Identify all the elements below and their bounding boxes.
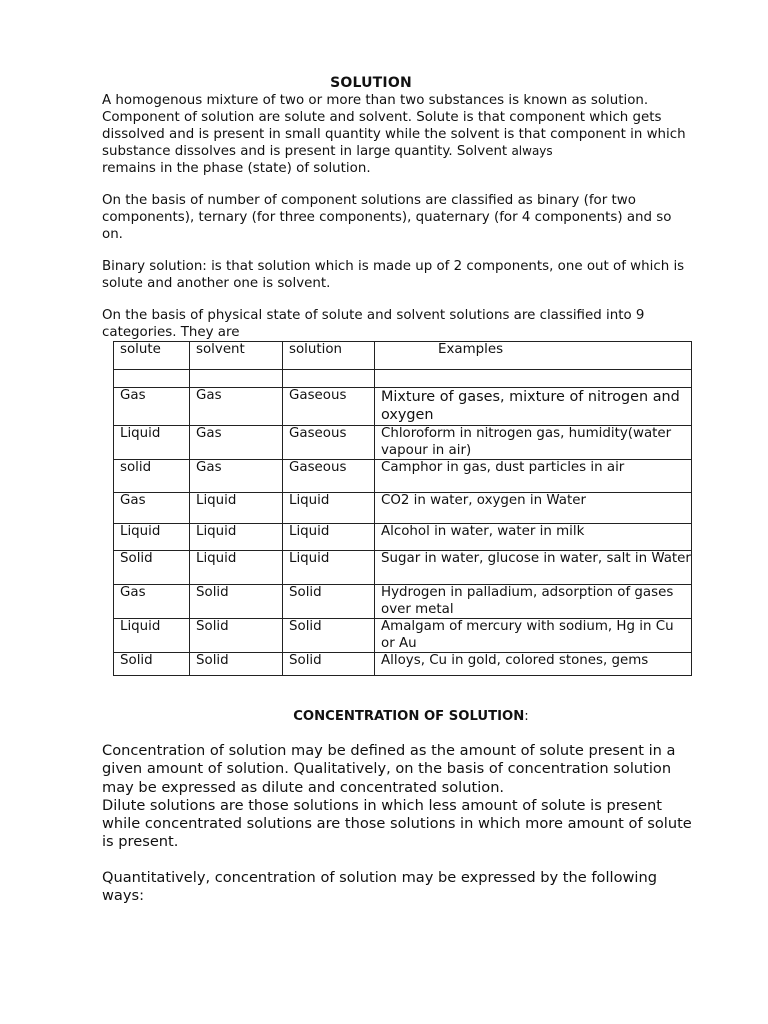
table-row bbox=[114, 551, 692, 585]
cell-solution: Gaseous bbox=[283, 460, 375, 493]
physical-state-paragraph: On the basis of physical state of solute and solvent solutions are classified into 9 categories. They are bbox=[102, 308, 645, 340]
concentration-definition bbox=[102, 742, 702, 852]
cell-solute: Liquid bbox=[114, 524, 190, 551]
cell-solute: Gas bbox=[114, 585, 190, 619]
intro-paragraph bbox=[102, 93, 692, 178]
binary-paragraph: Binary solution: is that solution which is made up of 2 components, one out of which is solute and another one is solvent. bbox=[102, 259, 685, 291]
table-row bbox=[114, 426, 692, 460]
table-row bbox=[114, 493, 692, 524]
cell-solute: Liquid bbox=[114, 619, 190, 653]
intro-text: A homogenous mixture of two or more than two substances is known as solution. Component of solution are solute and solvent. Solute is that component which gets dissolved and is present in small quantity while the solvent is that component in which substance dissolves and is present in large quantity. Solvent bbox=[102, 93, 686, 160]
cell-solvent: Liquid bbox=[190, 493, 283, 524]
cell-example: Alcohol in water, water in milk bbox=[375, 524, 692, 551]
cell-solvent: Gas bbox=[190, 460, 283, 493]
cell-example: Mixture of gases, mixture of nitrogen and oxygen bbox=[375, 388, 692, 426]
cell-solvent: Solid bbox=[190, 619, 283, 653]
concentration-heading bbox=[0, 709, 768, 724]
cell-solute: Solid bbox=[114, 653, 190, 676]
cell-solute: Solid bbox=[114, 551, 190, 585]
cell-example: Sugar in water, glucose in water, salt in Water bbox=[375, 551, 692, 585]
table-header-row bbox=[114, 342, 692, 370]
table-row bbox=[114, 524, 692, 551]
intro-always-word: always bbox=[511, 144, 553, 159]
cell-example: Hydrogen in palladium, adsorption of gases over metal bbox=[375, 585, 692, 619]
header-examples: Examples bbox=[375, 342, 692, 370]
cell-solution: Liquid bbox=[283, 493, 375, 524]
header-solution: solution bbox=[283, 342, 375, 370]
table-row bbox=[114, 585, 692, 619]
concentration-text-a: Concentration of solution may be defined as the amount of solute present in a given amount of solution. Qualitatively, on the basis of concentration solution may be expressed as dilute and concentrated solution. bbox=[102, 742, 676, 796]
concentration-heading-colon: : bbox=[524, 709, 529, 724]
cell-solvent: Gas bbox=[190, 388, 283, 426]
cell-solute: Gas bbox=[114, 493, 190, 524]
cell-solute: Liquid bbox=[114, 426, 190, 460]
table-empty-row bbox=[114, 370, 692, 388]
cell-solute: Gas bbox=[114, 388, 190, 426]
cell-example: Alloys, Cu in gold, colored stones, gems bbox=[375, 653, 692, 676]
cell-solvent: Solid bbox=[190, 653, 283, 676]
table-row bbox=[114, 653, 692, 676]
cell-solvent: Solid bbox=[190, 585, 283, 619]
cell-solvent: Gas bbox=[190, 426, 283, 460]
header-solute: solute bbox=[114, 342, 190, 370]
cell-solvent: Liquid bbox=[190, 524, 283, 551]
cell-solute: solid bbox=[114, 460, 190, 493]
cell-example: Amalgam of mercury with sodium, Hg in Cu or Au bbox=[375, 619, 692, 653]
cell-example: Camphor in gas, dust particles in air bbox=[375, 460, 692, 493]
table-row bbox=[114, 388, 692, 426]
table-row bbox=[114, 619, 692, 653]
cell-solution: Solid bbox=[283, 619, 375, 653]
cell-example: CO2 in water, oxygen in Water bbox=[375, 493, 692, 524]
components-paragraph: On the basis of number of component solutions are classified as binary (for two components), ternary (for three components), quaternary (for 4 components) and so on. bbox=[102, 193, 672, 242]
cell-solution: Solid bbox=[283, 585, 375, 619]
intro-end-text: remains in the phase (state) of solution. bbox=[102, 161, 371, 177]
cell-solution: Solid bbox=[283, 653, 375, 676]
classification-table bbox=[113, 341, 692, 676]
cell-solvent: Liquid bbox=[190, 551, 283, 585]
cell-solution: Gaseous bbox=[283, 388, 375, 426]
header-solvent: solvent bbox=[190, 342, 283, 370]
quantitative-paragraph: Quantitatively, concentration of solution may be expressed by the following ways: bbox=[102, 869, 657, 905]
cell-solution: Liquid bbox=[283, 551, 375, 585]
cell-solution: Gaseous bbox=[283, 426, 375, 460]
page-title: SOLUTION bbox=[330, 75, 412, 91]
table-row bbox=[114, 460, 692, 493]
cell-solution: Liquid bbox=[283, 524, 375, 551]
cell-example: Chloroform in nitrogen gas, humidity(water vapour in air) bbox=[375, 426, 692, 460]
concentration-heading-text: CONCENTRATION OF SOLUTION bbox=[293, 709, 525, 724]
concentration-text-b: Dilute solutions are those solutions in which less amount of solute is present while concentrated solutions are those solutions in which more amount of solute is present. bbox=[102, 796, 692, 851]
